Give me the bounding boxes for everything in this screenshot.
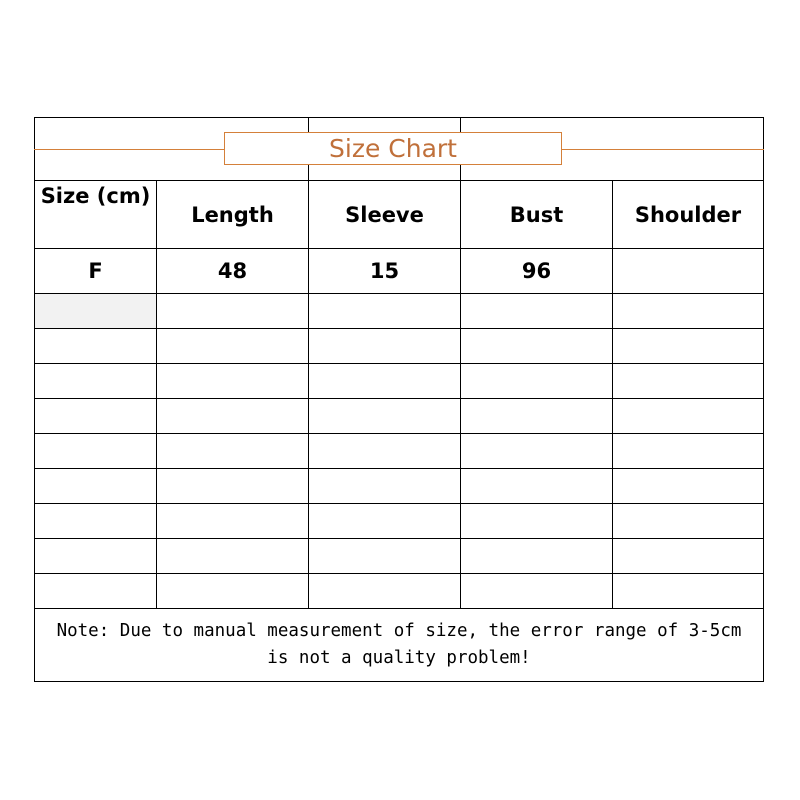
measurement-note: Note: Due to manual measurement of size, the error range of 3-5cm is not a quality problem!: [56, 621, 742, 668]
row-divider: [34, 293, 764, 294]
row-divider: [34, 538, 764, 539]
header-sleeve: Sleeve: [345, 202, 424, 227]
chart-title: Size Chart: [224, 132, 562, 165]
title-rule-right: [562, 149, 764, 150]
table-cell-shoulder: [613, 249, 763, 293]
row-divider: [34, 433, 764, 434]
row-divider: [34, 573, 764, 574]
right-border: [763, 117, 764, 682]
size-chart-sheet: [34, 117, 764, 682]
row-divider: [34, 363, 764, 364]
table-cell-sleeve: 15: [369, 259, 400, 283]
header-length: Length: [191, 202, 274, 227]
header-bust: Bust: [509, 202, 564, 227]
row-divider: [34, 503, 764, 504]
top-border: [34, 117, 764, 118]
row-divider: [34, 468, 764, 469]
table-cell-length: 48: [217, 259, 248, 283]
table-cell-size: F: [88, 259, 103, 283]
row-divider: [34, 328, 764, 329]
header-shoulder: Shoulder: [634, 202, 742, 227]
table-cell-bust: 96: [521, 259, 552, 283]
highlighted-cell: [35, 294, 156, 328]
header-size: Size (cm): [40, 184, 151, 208]
row-divider: [34, 398, 764, 399]
title-rule-left: [34, 149, 224, 150]
